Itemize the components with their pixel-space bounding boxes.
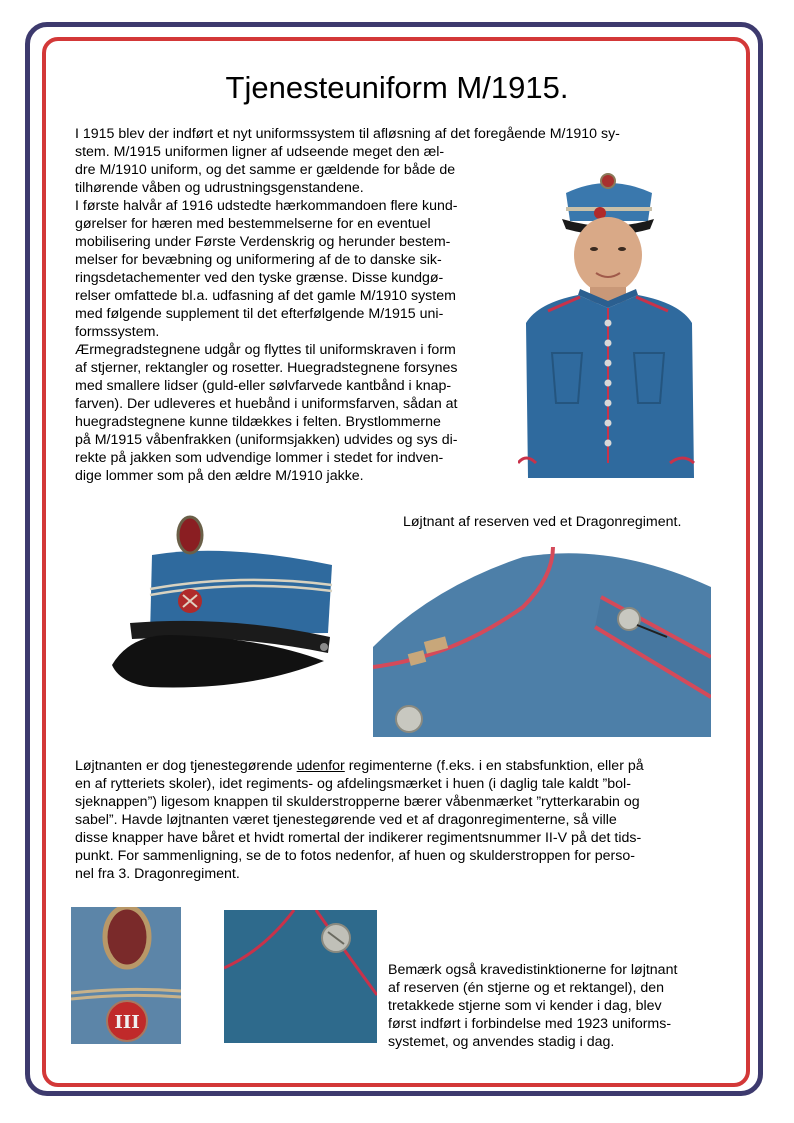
text-line: en af rytteriets skoler), idet regiments- og afdelingsmærket i huen (i daglig tale kaldt ”bol- [75,776,631,792]
collar-shoulder-photo [373,547,711,737]
text-line: på M/1915 våbenfrakken (uniformsjakken) udvides og sys di- [75,432,458,448]
text-line: relser omfattede bl.a. udfasning af det gamle M/1910 system [75,288,456,304]
text-line [75,758,644,775]
text-line: dige lommer som på den ældre M/1910 jakke. [75,468,364,484]
text-line: disse knapper have båret et hvidt romertal der indikerer regimentsnummer II-V på det tids- [75,830,642,846]
emblem-numeral: III [114,1012,140,1033]
text-line: først indført i forbindelse med 1923 uniforms- [388,1016,672,1032]
text-line: mobilisering under Første Verdenskrig og herunder bestem- [75,234,451,250]
text-line: dre M/1910 uniform, og det samme er gældende for både de [75,162,456,178]
text-line: systemet, og anvendes stadig i dag. [388,1034,615,1050]
text-line: Bemærk også kravedistinktionerne for løjtnant [388,962,678,978]
text-line: sjeknappen”) ligesom knappen til skulderstropperne bærer våbenmærket ”rytterkarabin og [75,794,640,810]
text-line: stem. M/1915 uniformen ligner af udseende meget den æl- [75,144,445,160]
text-line: farven). Der udleveres et huebånd i uniformsfarven, sådan at [75,396,458,412]
text-line: rekte på jakken som udvendige lommer i stedet for indven- [75,450,444,466]
underlined-word: udenfor [296,758,345,774]
text-line: Ærmegradstegnene udgår og flyttes til uniformskraven i form [75,342,456,358]
cap-emblem-photo [71,907,181,1044]
cap-photo [110,515,340,695]
text-line: med følgende supplement til det efterfølgende M/1915 uni- [75,306,444,322]
text-line: ringsdetachementer ved den tyske grænse. Disse kundgø- [75,270,444,286]
photo-caption: Løjtnant af reserven ved et Dragonregiment. [403,514,682,530]
text-line: huegradstegnene kunne tildækkes i felten. Brystlommerne [75,414,441,430]
text-line: sabel”. Havde løjtnanten været tjenestegørende ved et af dragonregimenterne, så ville [75,812,617,828]
text-line: punkt. For sammenligning, se de to fotos nedenfor, af huen og skulderstroppen for perso- [75,848,635,864]
text-line: nel fra 3. Dragonregiment. [75,866,240,882]
mannequin-uniform-photo [518,163,698,478]
text-line: af reserven (én stjerne og et rektangel), den [388,980,665,996]
text-fragment: Løjtnanten er dog tjenestegørende [75,758,297,774]
text-line: I første halvår af 1916 udstedte hærkommandoen flere kund- [75,198,458,214]
text-line: melser for bevæbning og uniformering af de to danske sik- [75,252,442,268]
text-line: tilhørende våben og udrustningsgenstandene. [75,180,364,196]
text-line: med smallere lidser (guld-eller sølvfarvede kantbånd i knap- [75,378,452,394]
text-line: I 1915 blev der indført et nyt uniformssystem til afløsning af det foregående M/1910 sy- [75,126,620,142]
text-fragment: regimenterne (f.eks. i en stabsfunktion, eller på [344,758,644,774]
text-line: af stjerner, rektangler og rosetter. Huegradstegnene forsynes [75,360,458,376]
text-line: formssystem. [75,324,160,340]
page-title: Tjenesteuniform M/1915. [225,70,569,105]
text-line: gørelser for hæren med bestemmelserne for en eventuel [75,216,431,232]
text-line: tretakkede stjerne som vi kender i dag, blev [388,998,662,1014]
shoulder-strap-photo [224,910,377,1043]
